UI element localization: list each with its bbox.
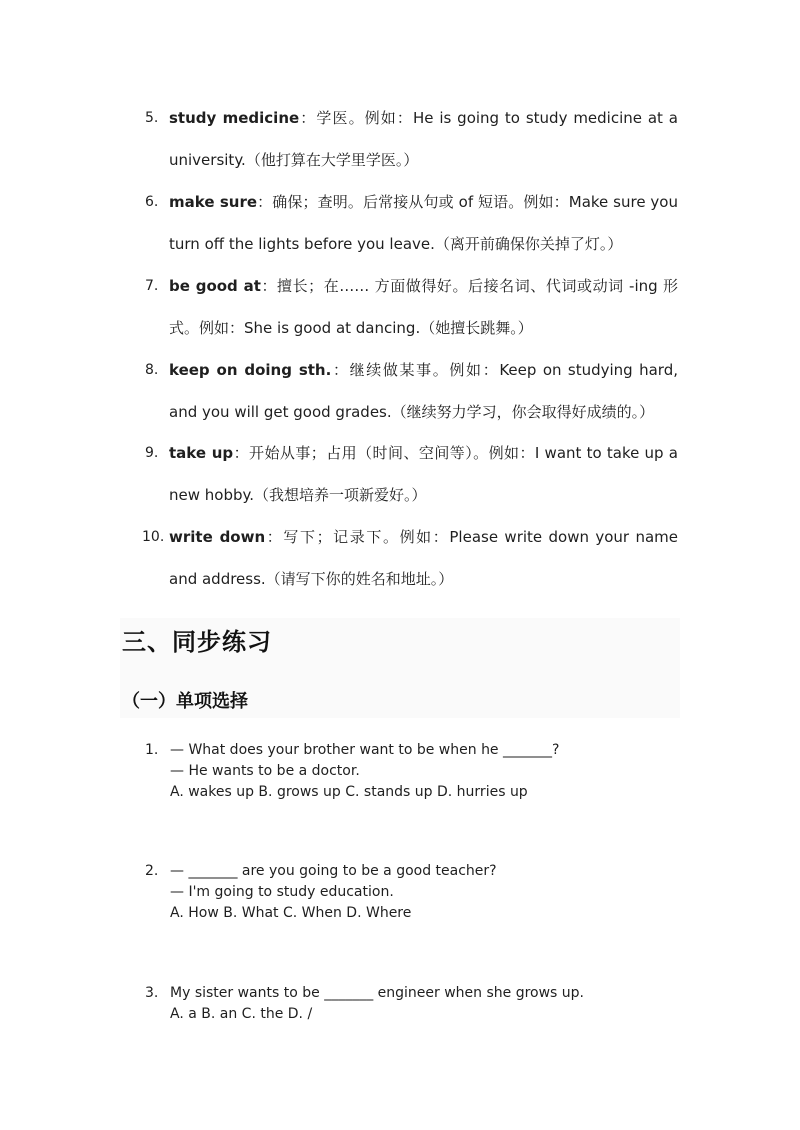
- question-item: [145, 740, 685, 803]
- question-item: [145, 861, 685, 924]
- phrase-definition: ：继续做某事。例如：Keep on studying hard, and you will get good grades.（继续努力学习，你会取得好成绩的。）: [169, 361, 679, 421]
- question-number: 1.: [145, 742, 159, 758]
- answer-options: A. How B. What C. When D. Where: [170, 905, 412, 921]
- phrase-item: [145, 432, 678, 516]
- phrase-term: take up: [169, 444, 234, 462]
- phrase-definition: ：开始从事；占用（时间、空间等）。例如：I want to take up a new hobby.（我想培养一项新爱好。）: [169, 444, 678, 504]
- subsection-title: （一）单项选择: [122, 691, 248, 712]
- phrase-definition: ：学医。例如：He is going to study medicine at a university.（他打算在大学里学医。）: [169, 109, 678, 169]
- question-item: [145, 983, 685, 1025]
- phrase-number: 10.: [142, 529, 165, 545]
- question-number: 2.: [145, 863, 159, 879]
- phrase-term: keep on doing sth.: [169, 361, 332, 379]
- phrase-definition: ：确保；查明。后常接从句或 of 短语。例如：Make sure you turn off the lights before you leave.（离开前确保你关掉了灯。）: [169, 193, 678, 253]
- phrase-item: [145, 265, 678, 349]
- phrase-item: [145, 349, 678, 433]
- phrase-item: [145, 97, 678, 181]
- question-number: 3.: [145, 985, 159, 1001]
- question-line: — I'm going to study education.: [170, 884, 394, 900]
- phrase-item: [142, 516, 678, 600]
- phrase-number: 5.: [145, 110, 159, 126]
- phrase-item: [145, 181, 678, 265]
- question-line: — He wants to be a doctor.: [170, 763, 360, 779]
- phrase-number: 7.: [145, 278, 159, 294]
- question-line: My sister wants to be _______ engineer when she grows up.: [170, 985, 585, 1001]
- question-line: — _______ are you going to be a good teacher?: [170, 863, 497, 879]
- question-line: — What does your brother want to be when he _______?: [170, 742, 560, 758]
- phrase-number: 8.: [145, 362, 159, 378]
- answer-options: A. a B. an C. the D. /: [170, 1006, 313, 1022]
- phrase-term: make sure: [169, 193, 258, 211]
- phrase-term: study medicine: [169, 109, 300, 127]
- phrase-term: write down: [169, 528, 266, 546]
- section-title: 三、同步练习: [122, 628, 272, 656]
- phrase-definition: ：擅长；在…… 方面做得好。后接名词、代词或动词 -ing 形式。例如：She is good at dancing.（她擅长跳舞。）: [169, 277, 678, 337]
- answer-options: A. wakes up B. grows up C. stands up D. hurries up: [170, 784, 528, 800]
- phrase-number: 6.: [145, 194, 159, 210]
- phrase-number: 9.: [145, 445, 159, 461]
- phrase-definition: ：写下；记录下。例如：Please write down your name and address.（请写下你的姓名和地址。）: [169, 528, 678, 588]
- phrase-term: be good at: [169, 277, 261, 295]
